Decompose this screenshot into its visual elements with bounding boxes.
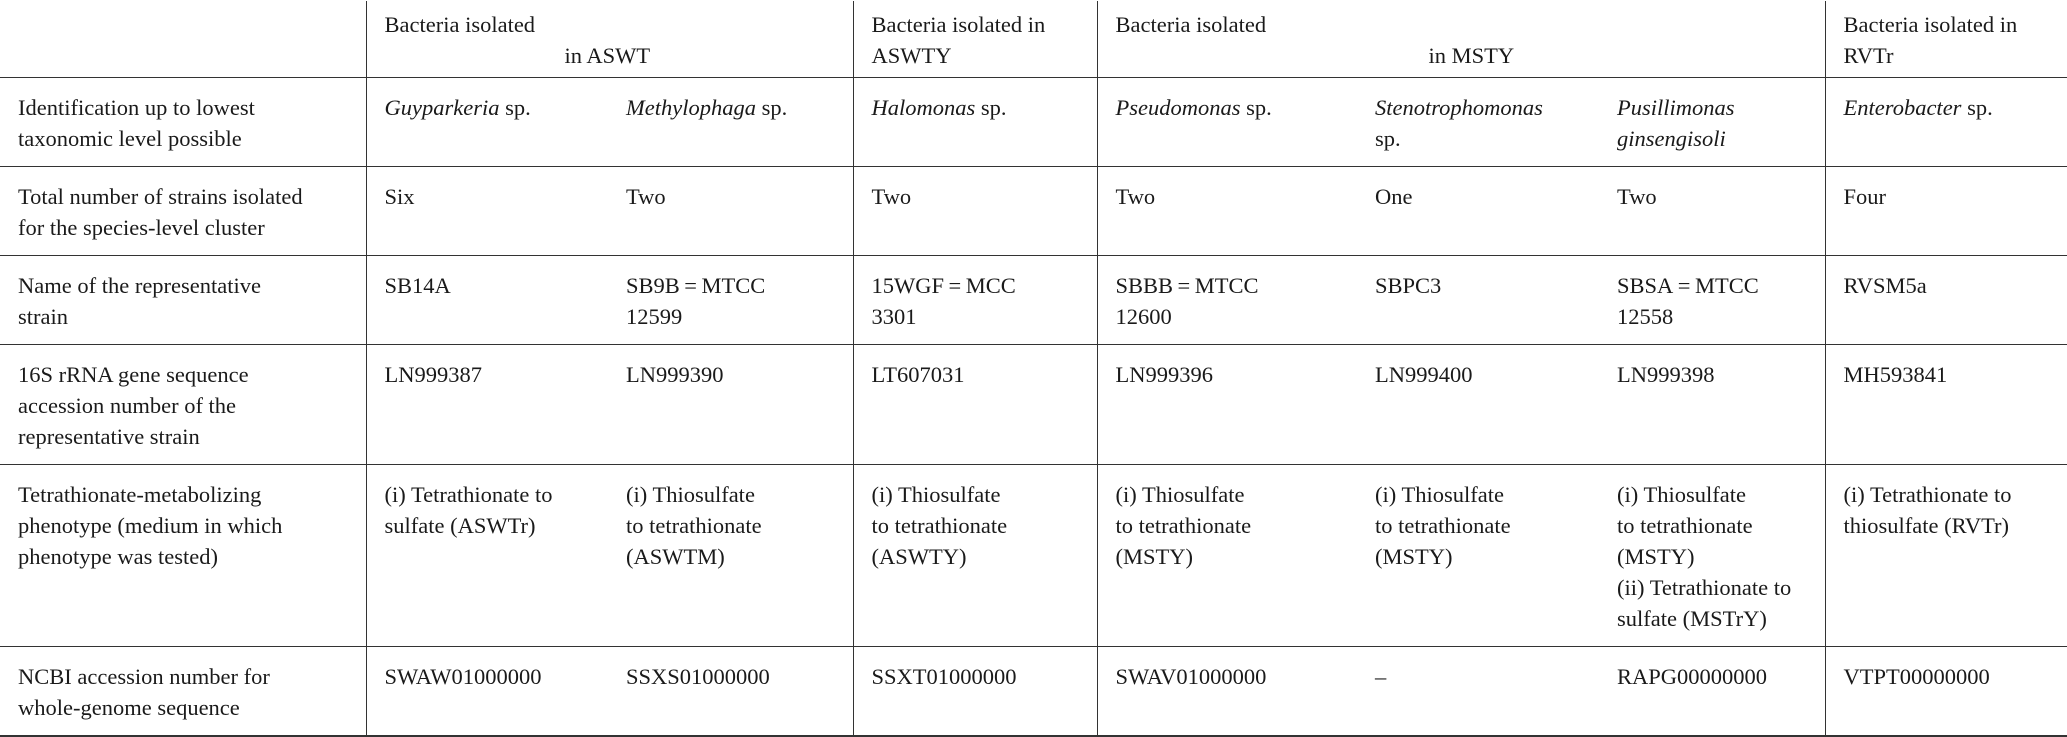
phenotype-methylophaga-line1: (i) Thiosulfate <box>626 482 755 507</box>
identification-pseudomonas <box>1097 78 1357 167</box>
header-empty-cell <box>0 1 366 78</box>
methylophaga-genus: Methylophaga <box>626 95 756 120</box>
halomonas-genus: Halomonas <box>871 95 976 120</box>
identification-methylophaga <box>608 78 853 167</box>
phenotype-label-line2: phenotype (medium in which <box>18 513 283 538</box>
enterobacter-suffix: sp. <box>1961 95 1993 120</box>
pusillimonas-line2: ginsengisoli <box>1617 126 1726 151</box>
header-aswt-line2: in ASWT <box>564 43 651 68</box>
phenotype-methylophaga <box>608 465 853 647</box>
representative-guyparkeria: SB14A <box>366 256 608 345</box>
representative-methylophaga <box>608 256 853 345</box>
phenotype-halomonas-line2: to tetrathionate <box>871 513 1008 538</box>
total-strains-label <box>0 167 366 256</box>
representative-label-line1: Name of the representative <box>18 273 262 298</box>
genome-cell: – <box>1357 647 1599 737</box>
accession-16s-label <box>0 345 366 465</box>
total-strains-label-line1: Total number of strains isolated <box>18 184 303 209</box>
representative-pseudomonas-line1: SBBB = MTCC <box>1115 273 1259 298</box>
phenotype-guyparkeria-line2: sulfate (ASWTr) <box>384 513 536 538</box>
representative-pseudomonas-line2: 12600 <box>1115 304 1172 329</box>
representative-halomonas-line2: 3301 <box>871 304 917 329</box>
phenotype-enterobacter-line2: thiosulfate (RVTr) <box>1843 513 2010 538</box>
accession-16s-cell: LN999387 <box>366 345 608 465</box>
header-rvtr <box>1825 1 2067 78</box>
phenotype-pusillimonas-line1: (i) Thiosulfate <box>1617 482 1746 507</box>
phenotype-methylophaga-line3: (ASWTM) <box>626 544 725 569</box>
genome-row <box>0 647 2067 737</box>
total-strains-cell: Six <box>366 167 608 256</box>
methylophaga-suffix: sp. <box>755 95 788 120</box>
accession-16s-cell: LN999396 <box>1097 345 1357 465</box>
representative-halomonas-line1: 15WGF = MCC <box>871 273 1016 298</box>
phenotype-stenotrophomonas-line2: to tetrathionate <box>1375 513 1511 538</box>
accession-16s-cell: LN999398 <box>1599 345 1825 465</box>
stenotrophomonas-genus: Stenotrophomonas <box>1375 95 1543 120</box>
enterobacter-genus: Enterobacter <box>1843 95 1962 120</box>
identification-guyparkeria <box>366 78 608 167</box>
identification-label-line1: Identification up to lowest <box>18 95 255 120</box>
phenotype-label-line3: phenotype was tested) <box>18 544 218 569</box>
phenotype-label <box>0 465 366 647</box>
header-aswt <box>366 1 853 78</box>
accession-16s-row <box>0 345 2067 465</box>
representative-row <box>0 256 2067 345</box>
phenotype-pusillimonas-line5: sulfate (MSTrY) <box>1617 606 1767 631</box>
phenotype-pseudomonas-line1: (i) Thiosulfate <box>1115 482 1245 507</box>
phenotype-pusillimonas-line2: to tetrathionate <box>1617 513 1753 538</box>
phenotype-guyparkeria <box>366 465 608 647</box>
representative-label <box>0 256 366 345</box>
header-aswty-line1: Bacteria isolated in <box>871 12 1046 37</box>
phenotype-stenotrophomonas <box>1357 465 1599 647</box>
header-msty-line2: in MSTY <box>1428 43 1515 68</box>
header-aswt-line1: Bacteria isolated <box>384 12 536 37</box>
genome-cell: SSXT01000000 <box>853 647 1097 737</box>
phenotype-halomonas-line1: (i) Thiosulfate <box>871 482 1001 507</box>
accession-16s-label-line1: 16S rRNA gene sequence <box>18 362 249 387</box>
phenotype-methylophaga-line2: to tetrathionate <box>626 513 762 538</box>
phenotype-pusillimonas-line3: (MSTY) <box>1617 544 1695 569</box>
accession-16s-cell: LN999400 <box>1357 345 1599 465</box>
guyparkeria-genus: Guyparkeria <box>384 95 500 120</box>
header-aswty-line2: ASWTY <box>871 43 952 68</box>
halomonas-suffix: sp. <box>975 95 1007 120</box>
phenotype-enterobacter-line1: (i) Tetrathionate to <box>1843 482 2012 507</box>
stenotrophomonas-suffix: sp. <box>1375 126 1401 151</box>
genome-cell: VTPT00000000 <box>1825 647 2067 737</box>
total-strains-row <box>0 167 2067 256</box>
accession-16s-cell: LT607031 <box>853 345 1097 465</box>
genome-label-line2: whole-genome sequence <box>18 695 240 720</box>
header-msty <box>1097 1 1825 78</box>
total-strains-label-line2: for the species-level cluster <box>18 215 265 240</box>
representative-methylophaga-line2: 12599 <box>626 304 683 329</box>
representative-pusillimonas-line2: 12558 <box>1617 304 1674 329</box>
guyparkeria-suffix: sp. <box>499 95 531 120</box>
representative-methylophaga-line1: SB9B = MTCC <box>626 273 766 298</box>
representative-stenotrophomonas: SBPC3 <box>1357 256 1599 345</box>
pusillimonas-line1: Pusillimonas <box>1617 95 1735 120</box>
header-rvtr-line2: RVTr <box>1843 43 1894 68</box>
identification-label <box>0 78 366 167</box>
representative-enterobacter: RVSM5a <box>1825 256 2067 345</box>
representative-label-line2: strain <box>18 304 68 329</box>
accession-16s-label-line2: accession number of the <box>18 393 237 418</box>
phenotype-stenotrophomonas-line3: (MSTY) <box>1375 544 1453 569</box>
phenotype-halomonas <box>853 465 1097 647</box>
total-strains-cell: Four <box>1825 167 2067 256</box>
phenotype-halomonas-line3: (ASWTY) <box>871 544 967 569</box>
identification-enterobacter <box>1825 78 2067 167</box>
genome-cell: SSXS01000000 <box>608 647 853 737</box>
total-strains-cell: Two <box>853 167 1097 256</box>
genome-label-line1: NCBI accession number for <box>18 664 270 689</box>
identification-pusillimonas <box>1599 78 1825 167</box>
total-strains-cell: Two <box>1097 167 1357 256</box>
pseudomonas-suffix: sp. <box>1240 95 1272 120</box>
representative-pusillimonas <box>1599 256 1825 345</box>
representative-pusillimonas-line1: SBSA = MTCC <box>1617 273 1759 298</box>
accession-16s-label-line3: representative strain <box>18 424 200 449</box>
total-strains-cell: Two <box>1599 167 1825 256</box>
identification-row <box>0 78 2067 167</box>
identification-stenotrophomonas <box>1357 78 1599 167</box>
phenotype-enterobacter <box>1825 465 2067 647</box>
phenotype-guyparkeria-line1: (i) Tetrathionate to <box>384 482 553 507</box>
phenotype-pusillimonas <box>1599 465 1825 647</box>
phenotype-label-line1: Tetrathionate-metabolizing <box>18 482 262 507</box>
header-rvtr-line1: Bacteria isolated in <box>1843 12 2018 37</box>
phenotype-pusillimonas-line4: (ii) Tetrathionate to <box>1617 575 1792 600</box>
total-strains-cell: One <box>1357 167 1599 256</box>
phenotype-pseudomonas <box>1097 465 1357 647</box>
phenotype-row <box>0 465 2067 647</box>
header-aswty <box>853 1 1097 78</box>
genome-cell: SWAW01000000 <box>366 647 608 737</box>
identification-halomonas <box>853 78 1097 167</box>
pseudomonas-genus: Pseudomonas <box>1115 95 1241 120</box>
genome-label <box>0 647 366 737</box>
accession-16s-cell: LN999390 <box>608 345 853 465</box>
bacteria-isolates-table <box>0 1 2067 737</box>
phenotype-pseudomonas-line3: (MSTY) <box>1115 544 1194 569</box>
genome-cell: SWAV01000000 <box>1097 647 1357 737</box>
header-row <box>0 1 2067 78</box>
identification-label-line2: taxonomic level possible <box>18 126 242 151</box>
phenotype-pseudomonas-line2: to tetrathionate <box>1115 513 1252 538</box>
accession-16s-cell: MH593841 <box>1825 345 2067 465</box>
header-msty-line1: Bacteria isolated <box>1115 12 1267 37</box>
phenotype-stenotrophomonas-line1: (i) Thiosulfate <box>1375 482 1504 507</box>
representative-halomonas <box>853 256 1097 345</box>
representative-pseudomonas <box>1097 256 1357 345</box>
genome-cell: RAPG00000000 <box>1599 647 1825 737</box>
total-strains-cell: Two <box>608 167 853 256</box>
